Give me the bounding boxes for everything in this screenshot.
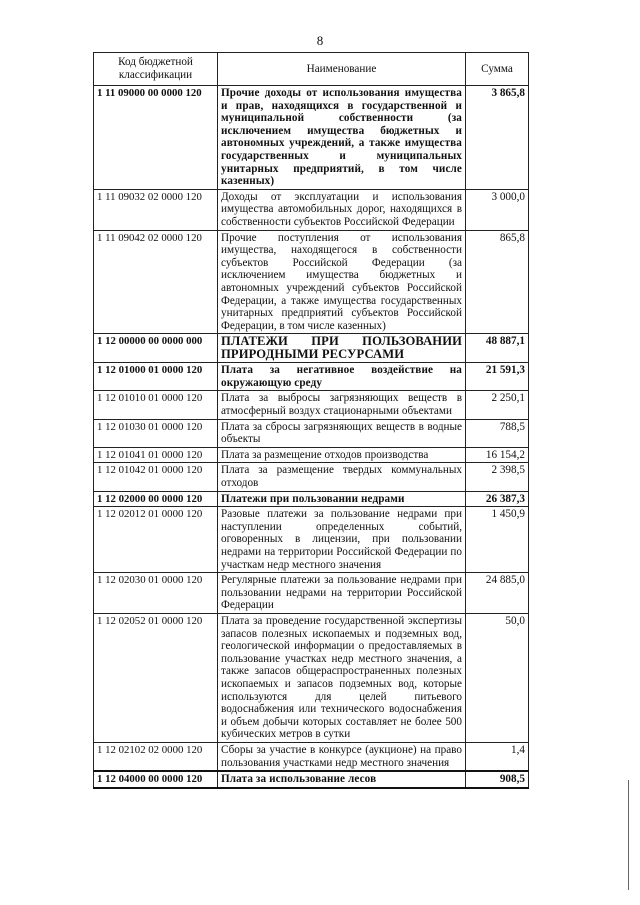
row-name: Плата за выбросы загрязняющих веществ в атмосферный воздух стационарными объектами xyxy=(218,391,466,419)
scan-edge-mark xyxy=(628,780,629,890)
row-name: ПЛАТЕЖИ ПРИ ПОЛЬЗОВАНИИ ПРИРОДНЫМИ РЕСУРСАМИ xyxy=(218,334,466,363)
table-row xyxy=(94,86,529,190)
row-code: 1 12 00000 00 0000 000 xyxy=(94,334,218,363)
row-sum: 3 865,8 xyxy=(466,86,529,190)
row-name: Плата за сбросы загрязняющих веществ в водные объекты xyxy=(218,419,466,447)
table-row xyxy=(94,334,529,363)
row-name: Прочие доходы от использования имущества и прав, находящихся в государственной и муниципальной собственности (за исключением имущества бюджетных и автономных учреждений, а также имущества государственных и муниципальных унитарных предприятий, в том числе казенных) xyxy=(218,86,466,190)
header-sum: Сумма xyxy=(466,53,529,86)
row-name: Регулярные платежи за пользование недрами при пользовании недрами на территории Российской Федерации xyxy=(218,573,466,614)
header-code: Код бюджетной классификации xyxy=(94,53,218,86)
row-code: 1 12 02012 01 0000 120 xyxy=(94,507,218,573)
row-sum: 26 387,3 xyxy=(466,491,529,507)
row-sum: 865,8 xyxy=(466,230,529,334)
row-code: 1 12 01030 01 0000 120 xyxy=(94,419,218,447)
row-name: Прочие поступления от использования имущества, находящегося в собственности субъектов Российской Федерации (за исключением имущества бюджетных и автономных учреждений субъектов Российской Федерации, а также имущества государственных унитарных предприятий субъектов Российской Федерации, в том числе казенных) xyxy=(218,230,466,334)
row-name: Разовые платежи за пользование недрами при наступлении определенных событий, оговоренных в лицензии, при пользовании недрами на территории Российской Федерации по участкам недр местного значения xyxy=(218,507,466,573)
row-sum: 3 000,0 xyxy=(466,189,529,230)
row-code: 1 12 01010 01 0000 120 xyxy=(94,391,218,419)
table-row xyxy=(94,419,529,447)
row-name: Плата за негативное воздействие на окружающую среду xyxy=(218,363,466,391)
row-code: 1 12 01000 01 0000 120 xyxy=(94,363,218,391)
row-code: 1 12 01041 01 0000 120 xyxy=(94,447,218,463)
row-sum: 788,5 xyxy=(466,419,529,447)
table-row xyxy=(94,613,529,742)
table-header-row xyxy=(94,53,529,86)
table-row xyxy=(94,507,529,573)
table-row xyxy=(94,189,529,230)
row-sum: 50,0 xyxy=(466,613,529,742)
table-row xyxy=(94,391,529,419)
row-name: Плата за проведение государственной экспертизы запасов полезных ископаемых и подземных вод, геологической информации о предоставляемых в пользование участках недр местного значения, а также запасов общераспространенных полезных ископаемых и запасов подземных вод, которые используются для целей питьевого водоснабжения или технического водоснабжения и объем добычи которых составляет не более 500 кубических метров в сутки xyxy=(218,613,466,742)
table-row xyxy=(94,573,529,614)
row-code: 1 12 02000 00 0000 120 xyxy=(94,491,218,507)
row-name: Сборы за участие в конкурсе (аукционе) на право пользования участками недр местного значения xyxy=(218,742,466,771)
row-code: 1 12 02030 01 0000 120 xyxy=(94,573,218,614)
row-code: 1 12 02102 02 0000 120 xyxy=(94,742,218,771)
row-sum: 16 154,2 xyxy=(466,447,529,463)
header-name: Наименование xyxy=(218,53,466,86)
row-code: 1 12 01042 01 0000 120 xyxy=(94,463,218,491)
row-name: Плата за использование лесов xyxy=(218,771,466,788)
table-row xyxy=(94,463,529,491)
row-sum: 1 450,9 xyxy=(466,507,529,573)
table-row xyxy=(94,447,529,463)
page-number: 8 xyxy=(316,33,324,48)
row-sum: 24 885,0 xyxy=(466,573,529,614)
row-code: 1 11 09042 02 0000 120 xyxy=(94,230,218,334)
table-row xyxy=(94,363,529,391)
row-sum: 2 250,1 xyxy=(466,391,529,419)
budget-revenue-table xyxy=(93,52,529,789)
row-name: Доходы от эксплуатации и использования имущества автомобильных дорог, находящихся в собственности субъектов Российской Федерации xyxy=(218,189,466,230)
row-code: 1 12 04000 00 0000 120 xyxy=(94,771,218,788)
row-name: Плата за размещение отходов производства xyxy=(218,447,466,463)
row-sum: 48 887,1 xyxy=(466,334,529,363)
table-row xyxy=(94,771,529,788)
table-row xyxy=(94,491,529,507)
row-sum: 21 591,3 xyxy=(466,363,529,391)
row-code: 1 11 09000 00 0000 120 xyxy=(94,86,218,190)
row-name: Платежи при пользовании недрами xyxy=(218,491,466,507)
table-row xyxy=(94,742,529,771)
row-sum: 2 398,5 xyxy=(466,463,529,491)
row-sum: 908,5 xyxy=(466,771,529,788)
row-code: 1 11 09032 02 0000 120 xyxy=(94,189,218,230)
table-row xyxy=(94,230,529,334)
row-name: Плата за размещение твердых коммунальных отходов xyxy=(218,463,466,491)
row-sum: 1,4 xyxy=(466,742,529,771)
row-code: 1 12 02052 01 0000 120 xyxy=(94,613,218,742)
